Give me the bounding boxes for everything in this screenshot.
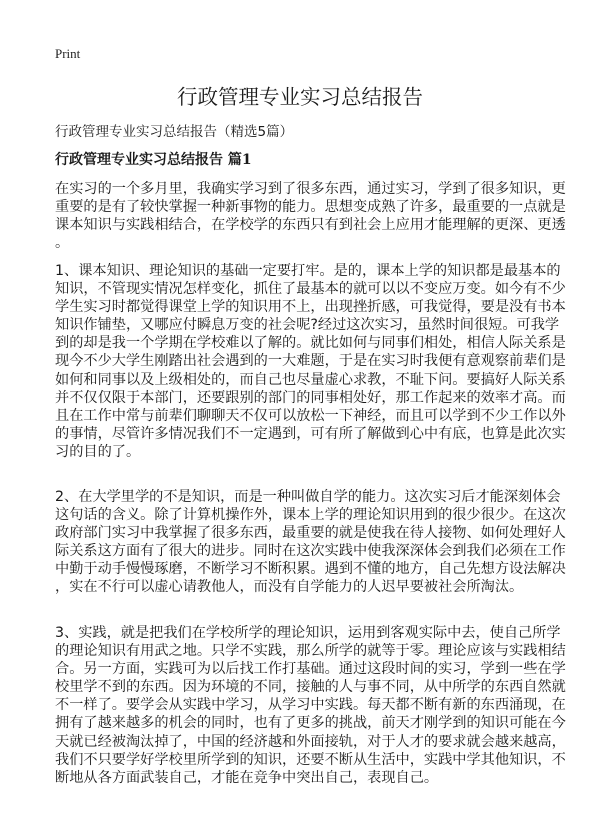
text-line: 3、实践，就是把我们在学校所学的理论知识，运用到客观实际中去，使自己所学	[55, 625, 561, 641]
text-line: 到的却是我一个学期在学校难以了解的。就比如何与同事们相处，相信人际关系是	[55, 335, 566, 352]
text-line: 习的目的了。	[55, 443, 141, 460]
text-line: 重要的是有了较快掌握一种新事物的能力。思想变成熟了许多，最重要的一点就是	[55, 199, 566, 216]
text-line: 现今不少大学生刚踏出社会遇到的一大难题，于是在实习时我便有意观察前辈们是	[55, 353, 566, 370]
text-line: 课本知识与实践相结合，在学校学的东西只有到社会上应用才能理解的更深、更透	[55, 217, 566, 234]
text-line: 。	[55, 235, 70, 252]
text-line: 且在工作中常与前辈们聊聊天不仅可以放松一下神经，而且可以学到不少工作以外	[55, 407, 566, 424]
text-line: 我们不只要学好学校里所学到的知识，还要不断从生活中，实践中学其他知识，不	[55, 751, 566, 768]
section-heading: 行政管理专业实习总结报告 篇1	[55, 152, 252, 168]
print-link[interactable]: Print	[55, 46, 81, 61]
text-line: 拥有了越来越多的机会的同时，也有了更多的挑战，前天才刚学到的知识可能在今	[55, 715, 566, 732]
document-subtitle: 行政管理专业实习总结报告（精选5篇）	[55, 124, 294, 140]
text-line: 知识作铺垫，又哪应付瞬息万变的社会呢?经过这次实习，虽然时间很短。可我学	[55, 317, 560, 334]
text-line: 2、在大学里学的不是知识，而是一种叫做自学的能力。这次实习后才能深刻体会	[55, 489, 561, 505]
text-line: 学生实习时都觉得课堂上学的知识用不上，出现挫折感，可我觉得，要是没有书本	[55, 299, 566, 316]
text-line: 天就已经被淘汰掉了，中国的经济越和外面接轨，对于人才的要求就会越来越高，	[55, 733, 566, 750]
text-line: 的事情，尽管许多情况我们不一定遇到，可有所了解做到心中有底，也算是此次实	[55, 425, 566, 442]
text-line: 这句话的含义。除了计算机操作外，课本上学的理论知识用到的很少很少。在这次	[55, 507, 566, 524]
text-line: 际关系这方面有了很大的进步。同时在这次实践中使我深深体会到我们必须在工作	[55, 543, 566, 560]
text-line: 中勤于动手慢慢琢磨，不断学习不断积累。遇到不懂的地方，自己先想方设法解决	[55, 561, 566, 578]
text-line: 不一样了。要学会从实践中学习，从学习中实践。每天都不断有新的东西涌现，在	[55, 697, 566, 714]
paragraph-3	[55, 488, 566, 597]
text-line: 断地从各方面武装自己，才能在竞争中突出自己，表现自己。	[55, 769, 439, 786]
text-line: ，实在不行可以虚心请教他人，而没有自学能力的人迟早要被社会所淘汰。	[55, 579, 524, 596]
paragraph-1	[55, 180, 566, 252]
text-line: 校里学不到的东西。因为环境的不同，接触的人与事不同，从中所学的东西自然就	[55, 679, 566, 696]
text-line: 的理论知识有用武之地。只学不实践，那么所学的就等于零。理论应该与实践相结	[55, 643, 566, 660]
text-line: 如何和同事以及上级相处的，而自己也尽量虚心求教，不耻下问。要搞好人际关系	[55, 371, 566, 388]
text-line: 并不仅仅限于本部门，还要跟别的部门的同事相处好，那工作起来的效率才高。而	[55, 389, 566, 406]
text-line: 在实习的一个多月里，我确实学习到了很多东西，通过实习，学到了很多知识，更	[55, 181, 566, 197]
page-title: 行政管理专业实习总结报告	[177, 85, 423, 109]
text-line: 知识，不管现实情况怎样变化，抓住了最基本的就可以以不变应万变。如今有不少	[55, 281, 566, 298]
text-line: 1、课本知识、理论知识的基础一定要打牢。是的，课本上学的知识都是最基本的	[55, 263, 561, 279]
text-line: 政府部门实习中我掌握了很多东西，最重要的就是使我在待人接物、如何处理好人	[55, 525, 566, 542]
paragraph-4	[55, 624, 566, 787]
paragraph-2	[55, 262, 566, 461]
text-line: 合。另一方面，实践可为以后找工作打基础。通过这段时间的实习，学到一些在学	[55, 661, 566, 678]
